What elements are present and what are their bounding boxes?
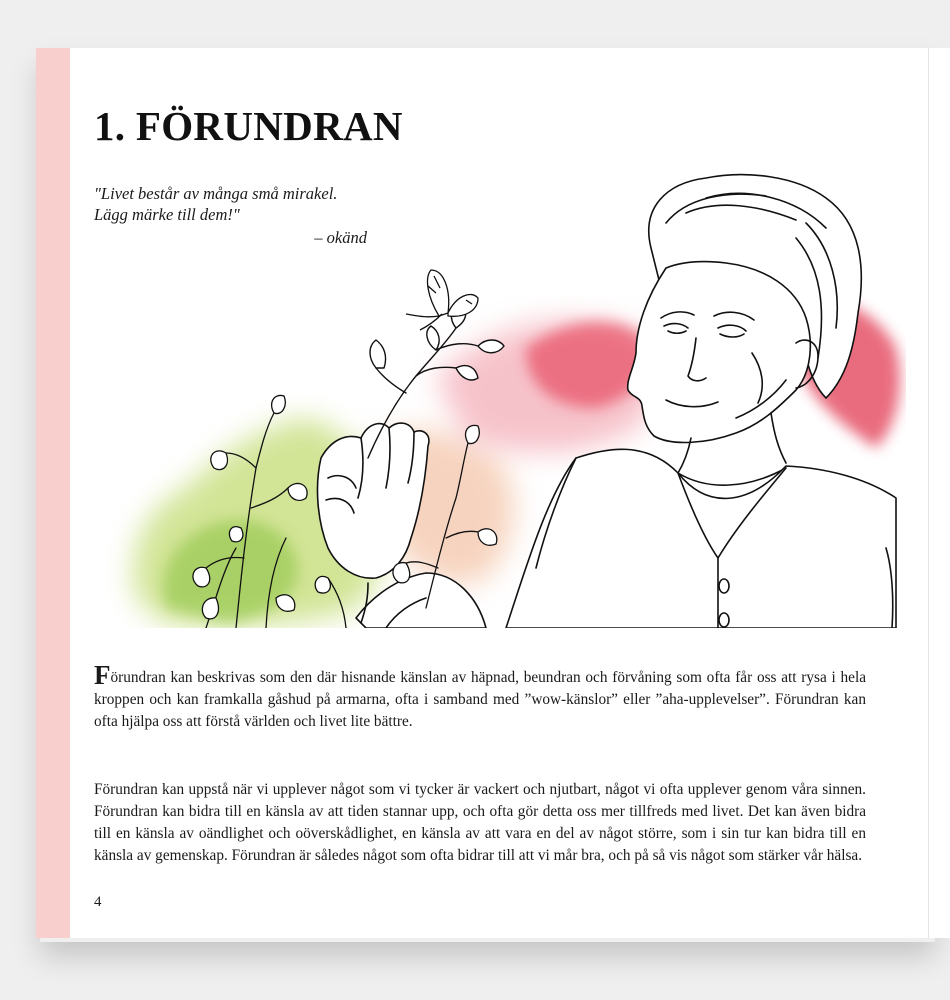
quote-line-2: Lägg märke till dem!" bbox=[94, 205, 240, 224]
quote-line-1: "Livet består av många små mirakel. bbox=[94, 184, 338, 203]
second-paragraph: Förundran kan uppstå när vi upplever något som vi tycker är vackert och njutbart, något vi ofta upplever genom våra sinnen. Förundran kan bidra till en känsla av att tiden stannar upp, och ofta gör detta oss mer tillfreds med livet. Det kan även bidra till en känsla av oändlighet och oöverskådlighet, en känsla av att vara en del av något större, som i sin tur kan bidra till en känsla av gemenskap. Förundran är således något som ofta bidrar till att vi mår bra, och på så vis något som stärker vår hälsa. bbox=[94, 781, 866, 865]
page-spine-band bbox=[36, 48, 70, 938]
intro-paragraph-text: örundran kan beskrivas som den där hisnande känslan av häpnad, beundran och förvåning som ofta får oss att rysa i hela kroppen och kan framkalla gåshud på armarna, ofta i samband med ”wow-känslor” eller ”aha-upplevelser”. Förundran kan ofta hjälpa oss att förstå världen och livet lite bättre. bbox=[94, 669, 866, 731]
next-page-edge bbox=[928, 48, 950, 938]
book-page bbox=[36, 48, 928, 938]
woman-with-flower-illustration bbox=[106, 128, 906, 628]
chapter-title: 1. FÖRUNDRAN bbox=[94, 103, 403, 149]
dropcap-letter: F bbox=[94, 660, 111, 691]
intro-paragraph bbox=[94, 660, 866, 733]
butterfly-drawing bbox=[406, 270, 478, 330]
page-number: 4 bbox=[94, 894, 102, 910]
quote-author: – okänd bbox=[314, 228, 367, 247]
